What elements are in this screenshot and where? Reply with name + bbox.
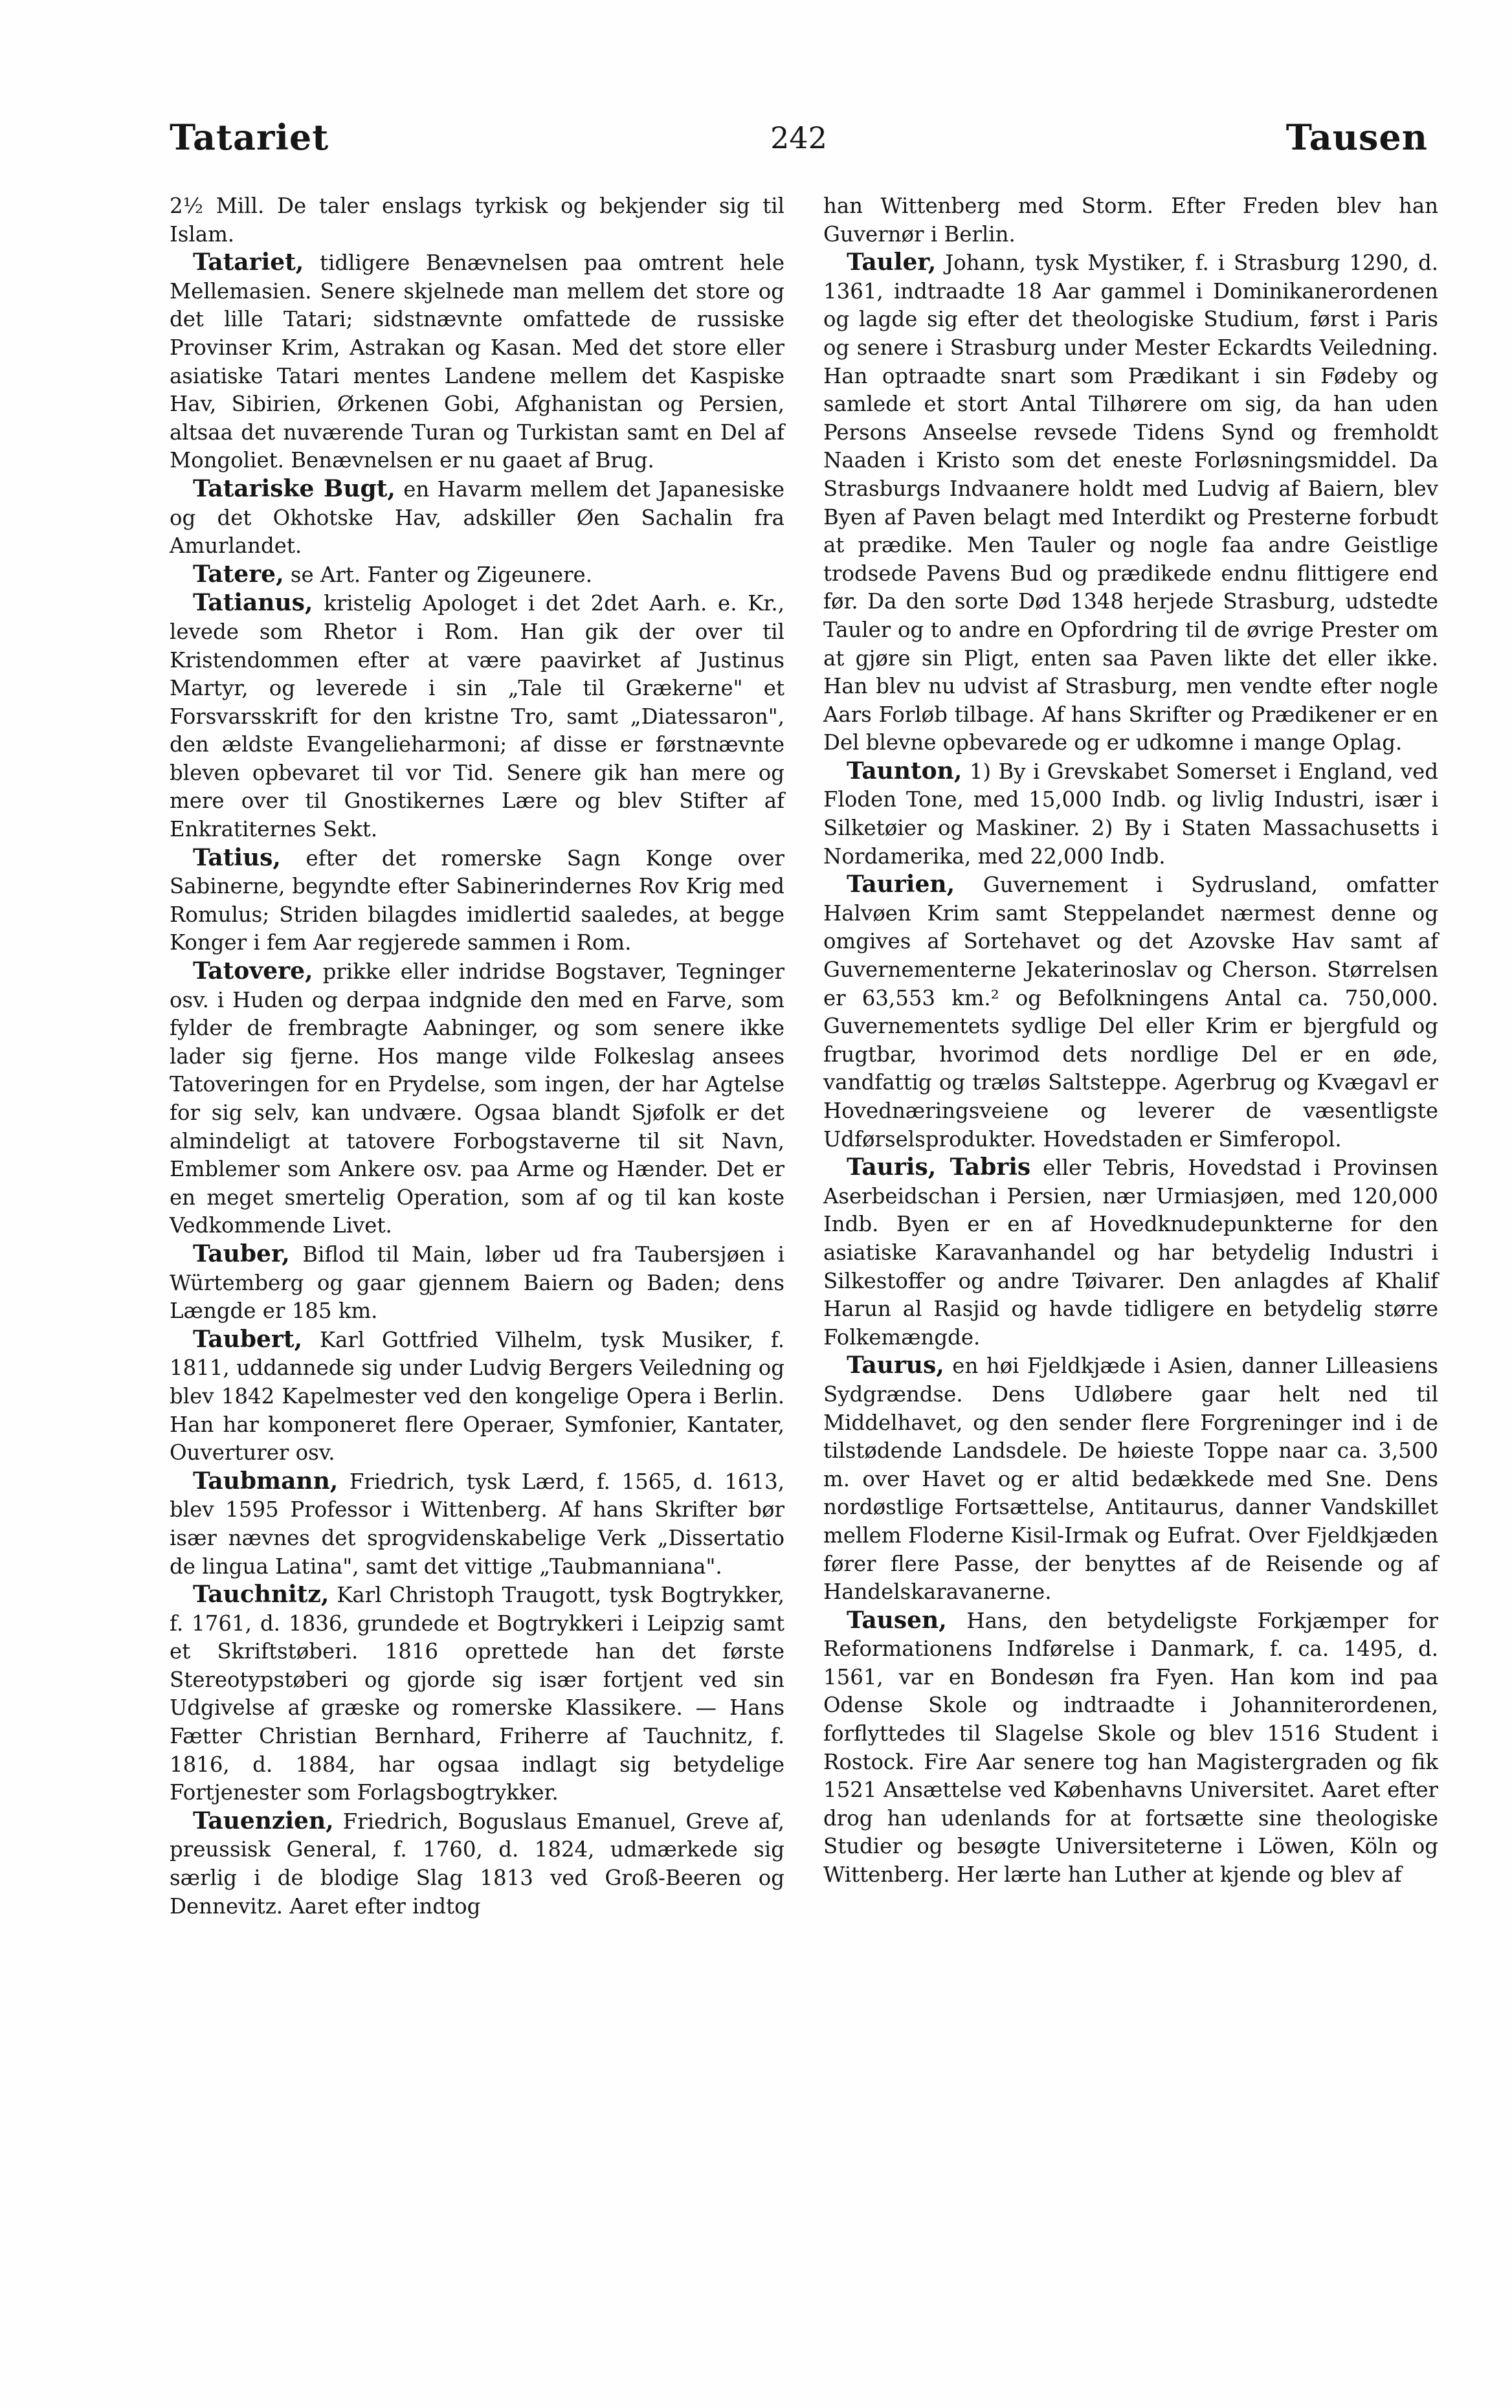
entry-tatariske-bugt: Tatariske Bugt, en Havarm mellem det Japanesiske og det Okhotske Hav, adskiller Øen Sachalin fra Amurlandet. bbox=[170, 474, 784, 559]
entry-tauenzien: Tauenzien, Friedrich, Boguslaus Emanuel, Greve af, preussisk General, f. 1760, d. 1824, udmærkede sig særlig i de blodige Slag 1813 ved Groß-Beeren og Dennevitz. Aaret efter indtog bbox=[170, 1807, 785, 1919]
entry-taunton: Taunton, 1) By i Grevskabet Somerset i England, ved Floden Tone, med 15,000 Indb. og livlig Industri, især i Silketøier og Maskiner. 2) By i Staten Massachusetts i Nordamerika, med 22,000 Indb. bbox=[823, 757, 1439, 869]
entry-headword: Tauber, bbox=[193, 1240, 290, 1267]
left-column bbox=[170, 192, 784, 1921]
entry-tatariet: Tatariet, tidligere Benævnelsen paa omtrent hele Mellemasien. Senere skjelnede man mellem det store og det lille Tatari; sidstnævnte omfattede de russiske Provinser Krim, Astrakan og Kasan. Med det store eller asiatiske Tatari mentes Landene mellem det Kaspiske Hav, Sibirien, Ørkenen Gobi, Afghanistan og Persien, altsaa det nuværende Turan og Turkistan samt en Del af Mongoliet. Benævnelsen er nu gaaet af Brug. bbox=[170, 249, 784, 473]
entry-headword: Tatovere, bbox=[193, 957, 313, 985]
page-number: 242 bbox=[770, 120, 827, 155]
entry-headword: Tauenzien, bbox=[193, 1807, 334, 1834]
entry-tatius: Tatius, efter det romerske Sagn Konge over Sabinerne, begyndte efter Sabinerindernes Rov Krig med Romulus; Striden bilagdes imidlertid saaledes, at begge Konger i fem Aar regjerede sammen i Rom. bbox=[170, 843, 785, 955]
entry-headword: Tausen, bbox=[847, 1606, 947, 1634]
entry-taubert: Taubert, Karl Gottfried Vilhelm, tysk Musiker, f. 1811, uddannede sig under Ludvig Bergers Veiledning og blev 1842 Kapelmester ved den kongelige Opera i Berlin. Han har komponeret flere Operaer, Symfonier, Kantater, Ouverturer osv. bbox=[170, 1325, 784, 1466]
entry-tauler: Tauler, Johann, tysk Mystiker, f. i Strasburg 1290, d. 1361, indtraadte 18 Aar gammel i Dominikanerordenen og lagde sig efter det theologiske Studium, først i Paris og senere i Strasburg under Mester Eckardts Veiledning. Han optraadte snart som Prædikant i sin Fødeby og samlede et stort Antal Tilhørere om sig, da han uden Persons Anseelse revsede Tidens Synd og fremholdt Naaden i Kristo som det eneste Forløsningsmiddel. Da Strasburgs Indvaanere holdt med Ludvig af Baiern, blev Byen af Paven belagt med Interdikt og Presterne forbudt at prædike. Men Tauler og nogle faa andre Geistlige trodsede Pavens Bud og prædikede endnu flittigere end før. Da den sorte Død 1348 herjede Strasburg, udstedte Tauler og to andre en Opfordring til de øvrige Prester om at gjøre sin Pligt, enten saa Paven likte det eller ikke. Han blev nu udvist af Strasburg, men vendte efter nogle Aars Forløb tilbage. Af hans Skrifter og Prædikener er en Del blevne opbevarede og er udkomne i mange Oplag. bbox=[823, 249, 1439, 755]
entry-headword: Tatere, bbox=[193, 560, 284, 588]
left-running-headword: Tatariet bbox=[170, 117, 329, 158]
entry-headword: Tauler, bbox=[847, 249, 937, 276]
entry-headword: Taurus, bbox=[847, 1352, 944, 1379]
entry-headword: Tauris, Tabris bbox=[847, 1154, 1031, 1181]
entry-headword: Tatariske Bugt, bbox=[193, 474, 395, 502]
entry-headword: Taunton, bbox=[847, 757, 962, 785]
entry-tausen: Tausen, Hans, den betydeligste Forkjæmper for Reformationens Indførelse i Danmark, f. ca. 1495, d. 1561, var en Bondesøn fra Fyen. Han kom ind paa Odense Skole og indtraadte i Johanniterordenen, forflyttedes til Slagelse Skole og blev 1516 Student i Rostock. Fire Aar senere tog han Magistergraden og fik 1521 Ansættelse ved Københavns Universitet. Aaret efter drog han udenlands for at fortsætte sine theologiske Studier og besøgte Universiteterne i Löwen, Köln og Wittenberg. Her lærte han Luther at kjende og blev af bbox=[823, 1606, 1439, 1888]
entry-taurien: Taurien, Guvernement i Sydrusland, omfatter Halvøen Krim samt Steppelandet nærmest denne og omgives af Sortehavet og det Azovske Hav samt af Guvernementerne Jekaterinoslav og Cherson. Størrelsen er 63,553 km.² og Befolkningens Antal ca. 750,000. Guvernementets sydlige Del eller Krim er bjergfuld og frugtbar, hvorimod dets nordlige Del er en øde, vandfattig og træløs Saltsteppe. Agerbrug og Kvægavl er Hovednæringsveiene og leverer de væsentligste Udførselsprodukter. Hovedstaden er Simferopol. bbox=[823, 871, 1438, 1152]
entry-tauris: Tauris, Tabris eller Tebris, Hovedstad i Provinsen Aserbeidschan i Persien, nær Urmiasjøen, med 120,000 Indb. Byen er en af Hovedknudepunkterne for den asiatiske Karavanhandel og har betydelig Industri i Silkestoffer og andre Tøivarer. Den anlagdes af Khalif Harun al Rasjid og havde tidligere en betydelig større Folkemængde. bbox=[823, 1154, 1439, 1350]
entry-headword: Taubmann, bbox=[193, 1467, 339, 1495]
entry-headword: Taurien, bbox=[847, 871, 955, 898]
entry-headword: Taubert, bbox=[193, 1325, 303, 1353]
entry-taurus: Taurus, en høi Fjeldkjæde i Asien, danner Lilleasiens Sydgrændse. Dens Udløbere gaar helt ned til Middelhavet, og den sender flere Forgreninger ind i de tilstødende Landsdele. De høieste Toppe naar ca. 3,500 m. over Havet og er altid bedækkede med Sne. Dens nordøstlige Fortsættelse, Antitaurus, danner Vandskillet mellem Floderne Kisil-Irmak og Eufrat. Over Fjeldkjæden fører flere Passe, der benyttes af de Reisende og af Handelskaravanerne. bbox=[823, 1352, 1438, 1605]
entry-tauchnitz: Tauchnitz, Karl Christoph Traugott, tysk Bogtrykker, f. 1761, d. 1836, grundede et Bogtrykkeri i Leipzig samt et Skriftstøberi. 1816 oprettede han det første Stereotypstøberi og gjorde sig især fortjent ved sin Udgivelse af græske og romerske Klassikere. — Hans Fætter Christian Bernhard, Friherre af Tauchnitz, f. 1816, d. 1884, har ogsaa indlagt sig betydelige Fortjenester som Forlagsbogtrykker. bbox=[170, 1581, 784, 1805]
entry-headword: Tatianus, bbox=[193, 589, 313, 617]
entry-tatianus: Tatianus, kristelig Apologet i det 2det Aarh. e. Kr., levede som Rhetor i Rom. Han gik der over til Kristendommen efter at være paavirket af Justinus Martyr, og leverede i sin „Tale til Grækerne" et Forsvarsskrift for den kristne Tro, samt „Diatessaron", den ældste Evangelieharmoni; af disse er førstnævnte bleven opbevaret til vor Tid. Senere gik han mere og mere over til Gnostikernes Lære og blev Stifter af Enkratiternes Sekt. bbox=[170, 589, 784, 842]
entry-tatere: Tatere, se Art. Fanter og Zigeunere. bbox=[193, 560, 593, 588]
right-column bbox=[823, 192, 1438, 1890]
entry-headword: Tatariet, bbox=[193, 249, 304, 276]
entry-headword: Tauchnitz, bbox=[193, 1581, 329, 1609]
entry-headword: Tatius, bbox=[193, 843, 281, 871]
page-header bbox=[170, 117, 1428, 168]
right-running-headword: Tausen bbox=[1285, 117, 1428, 158]
entry-tatovere: Tatovere, prikke eller indridse Bogstaver, Tegninger osv. i Huden og derpaa indgnide den med en Farve, som fylder de frembragte Aabninger, og som senere ikke lader sig fjerne. Hos mange vilde Folkeslag ansees Tatoveringen for en Prydelse, som ingen, der har Agtelse for sig selv, kan undvære. Ogsaa blandt Sjøfolk er det almindeligt at tatovere Forbogstaverne til sit Navn, Emblemer som Ankere osv. paa Arme og Hænder. Det er en meget smertelig Operation, som af og til kan koste Vedkommende Livet. bbox=[170, 957, 784, 1238]
entry-taubmann: Taubmann, Friedrich, tysk Lærd, f. 1565, d. 1613, blev 1595 Professor i Wittenberg. Af hans Skrifter bør især nævnes det sprogvidenskabelige Verk „Dissertatio de lingua Latina", samt det vittige „Taubmanniana". bbox=[170, 1467, 784, 1579]
entry-continuation: 2½ Mill. De taler enslags tyrkisk og bekjender sig til Islam. bbox=[170, 194, 784, 247]
entry-continuation: han Wittenberg med Storm. Efter Freden blev han Guvernør i Berlin. bbox=[823, 194, 1438, 247]
entry-tauber: Tauber, Biflod til Main, løber ud fra Taubersjøen i Würtemberg og gaar gjennem Baiern og Baden; dens Længde er 185 km. bbox=[170, 1240, 784, 1324]
